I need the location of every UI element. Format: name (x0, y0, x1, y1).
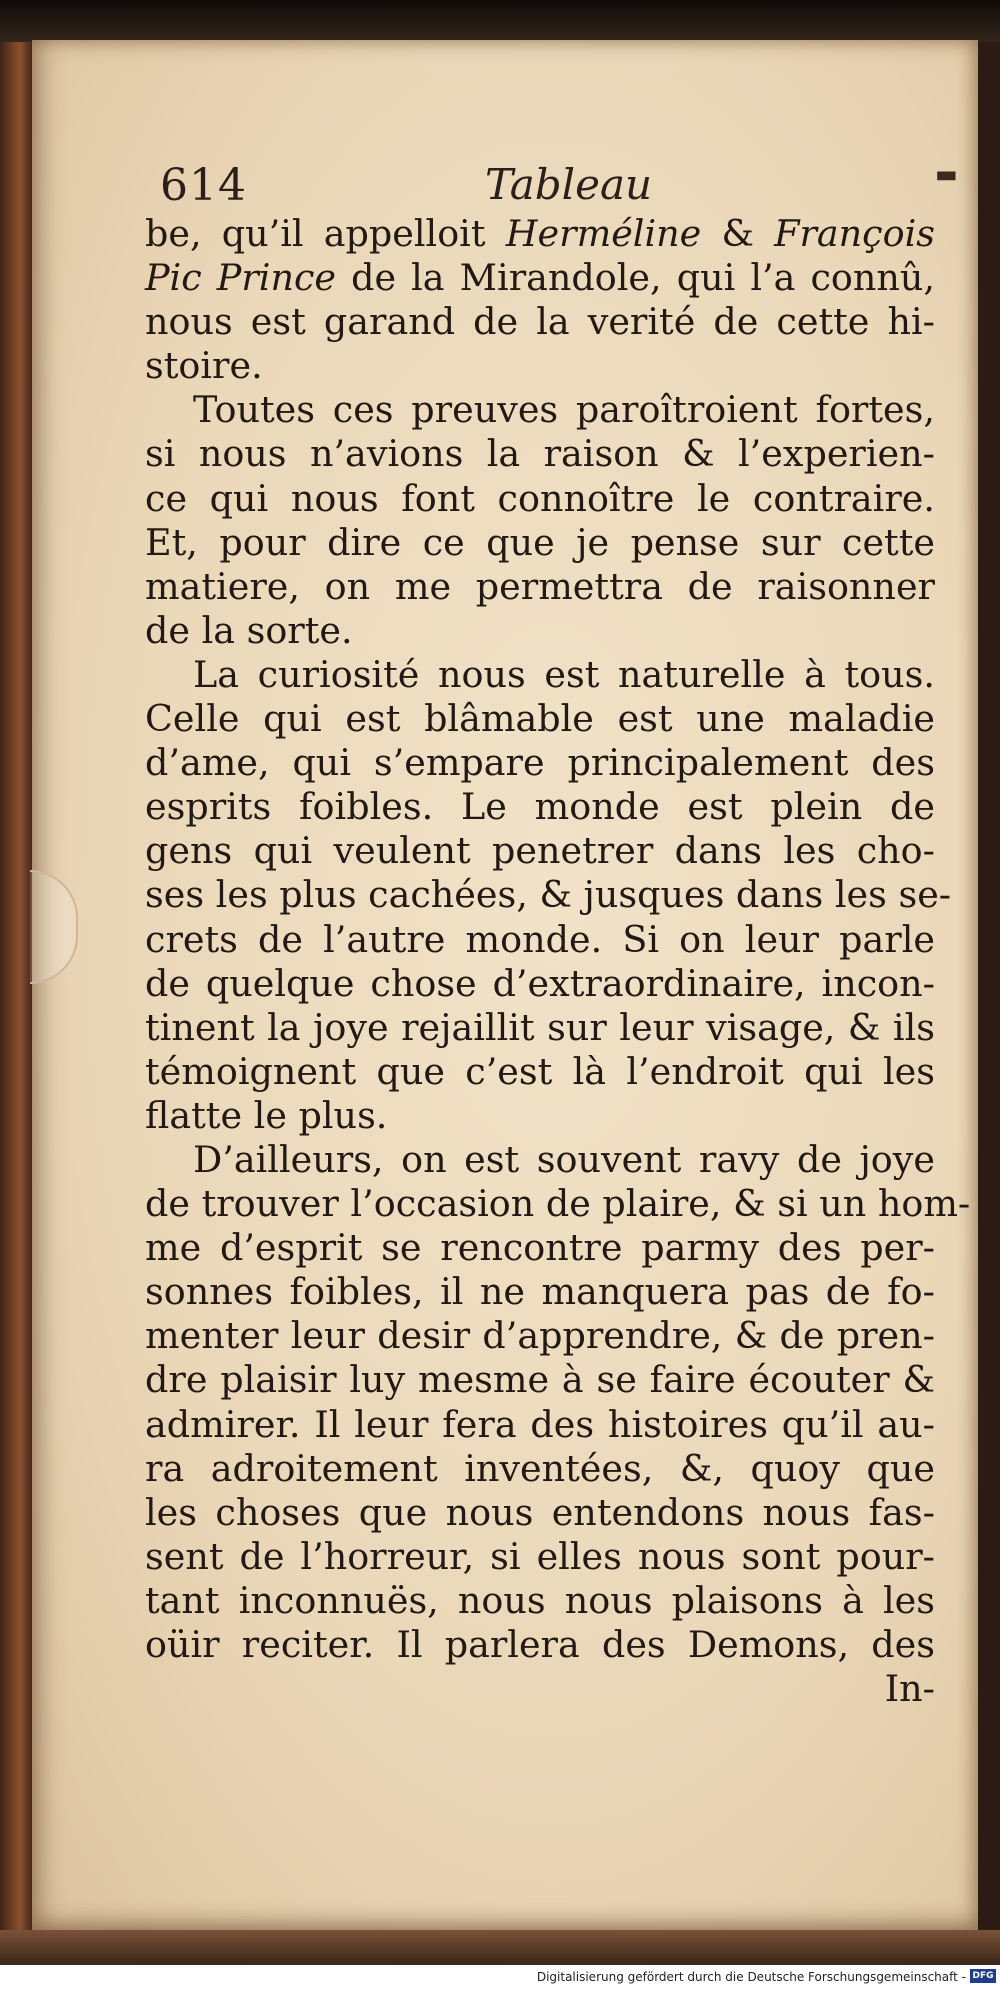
page-header (160, 160, 940, 220)
text-line: be, qu’il appelloit Herméline & François (145, 212, 936, 255)
text-line: nous est garand de la verité de cette hi- (145, 300, 935, 344)
text-line: tant inconnuës, nous nous plaisons à les (145, 1578, 935, 1622)
text-line: tinent la joye rejaillit sur leur visage, & ils (145, 1005, 935, 1049)
text-line: D’ailleurs, on est souvent ravy de joye (193, 1137, 935, 1181)
text-line: gens qui veulent penetrer dans les cho- (145, 829, 935, 873)
text-line: ra adroitement inventées, &, quoy que (145, 1446, 935, 1490)
text-line: Pic Prince de la Mirandole, qui l’a connû, (145, 256, 935, 300)
text-line: d’ame, qui s’empare principalement des (145, 741, 935, 785)
text-line: les choses que nous entendons nous fas- (145, 1490, 935, 1534)
text-line: témoignent que c’est là l’endroit qui les (145, 1049, 935, 1093)
text-line: de la sorte. (145, 608, 353, 652)
dfg-logo: DFG (970, 1969, 996, 1983)
digitization-footer (0, 1965, 1000, 1990)
running-head: Tableau (485, 160, 653, 209)
text-line: stoire. (145, 344, 263, 388)
text-line: esprits foibles. Le monde est plein de (145, 785, 935, 829)
text-line: dre plaisir luy mesme à se faire écouter & (145, 1358, 935, 1402)
text-line: admirer. Il leur fera des histoires qu’il au- (145, 1402, 935, 1446)
catchword: In- (884, 1667, 935, 1711)
text-line: sonnes foibles, il ne manquera pas de fo- (145, 1270, 935, 1314)
scan-top-edge (0, 0, 1000, 42)
text-line: crets de l’autre monde. Si on leur parle (145, 917, 935, 961)
text-line: ce qui nous font connoître le contraire. (145, 476, 935, 520)
text-line: La curiosité nous est naturelle à tous. (193, 652, 935, 696)
text-line: Celle qui est blâmable est une maladie (145, 697, 935, 741)
text-line: Toutes ces preuves paroîtroient fortes, (193, 388, 935, 432)
funding-credit: Digitalisierung gefördert durch die Deutsche Forschungsgemeinschaft - (536, 1970, 966, 1984)
text-line: ses les plus cachées, & jusques dans les se- (145, 873, 952, 917)
text-line: de quelque chose d’extraordinaire, incon- (145, 961, 935, 1005)
scan-bottom-edge (0, 1930, 1000, 1965)
text-line: flatte le plus. (145, 1093, 388, 1137)
page-number: 614 (160, 160, 247, 211)
text-line: Et, pour dire ce que je pense sur cette (145, 520, 935, 564)
text-line: matiere, on me permettra de raisonner (145, 564, 935, 608)
text-line: me d’esprit se rencontre parmy des per- (145, 1226, 935, 1270)
text-line: de trouver l’occasion de plaire, & si un hom- (145, 1182, 971, 1226)
text-line: si nous n’avions la raison & l’experien- (145, 432, 935, 476)
margin-mark: ▬ (935, 160, 958, 188)
text-line: sent de l’horreur, si elles nous sont pour- (145, 1534, 935, 1578)
text-line: oüir reciter. Il parlera des Demons, des (145, 1623, 935, 1666)
body-text (145, 212, 971, 1711)
text-line: menter leur desir d’apprendre, & de pren- (145, 1314, 935, 1358)
